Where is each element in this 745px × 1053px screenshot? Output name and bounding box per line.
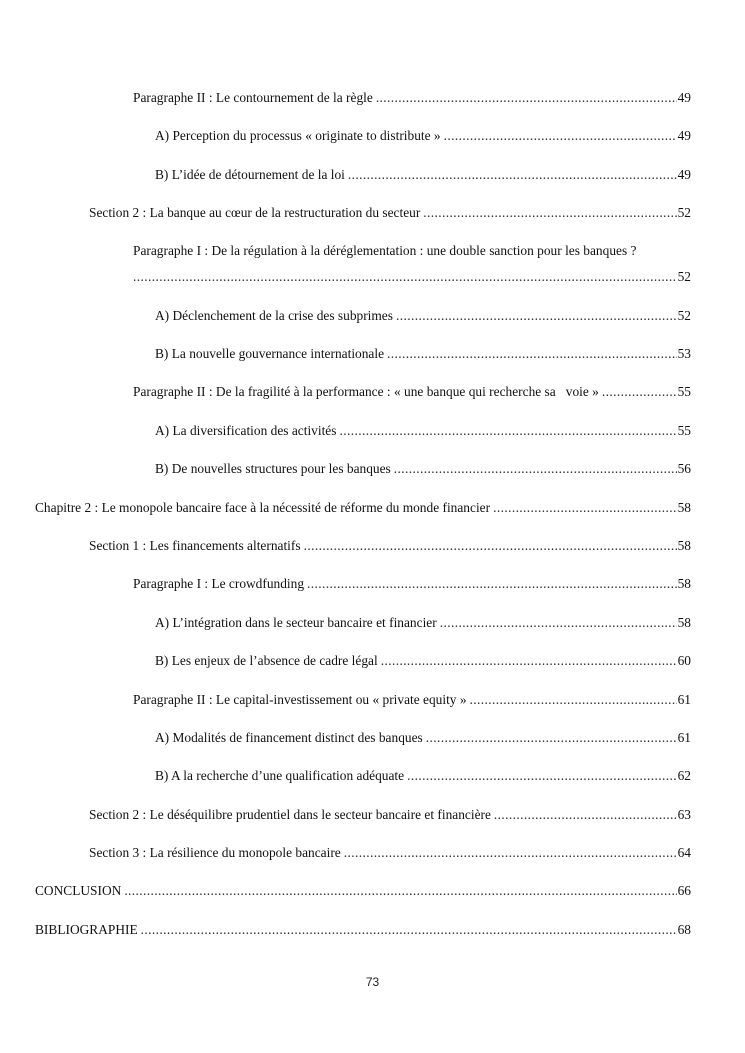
toc-entry[interactable] bbox=[155, 461, 691, 477]
toc-entry-wrapped-leader[interactable] bbox=[133, 269, 691, 285]
toc-entry[interactable] bbox=[35, 883, 691, 899]
dot-leader bbox=[124, 883, 676, 899]
toc-entry-text: A) L’intégration dans le secteur bancaire et financier bbox=[155, 615, 437, 630]
dot-leader bbox=[307, 576, 677, 592]
toc-entry-page: 66 bbox=[677, 883, 691, 898]
toc-entry-text: B) De nouvelles structures pour les banques bbox=[155, 461, 391, 476]
toc-entry-text: Chapitre 2 : Le monopole bancaire face à la nécessité de réforme du monde financier bbox=[35, 500, 491, 515]
toc-entry-page: 55 bbox=[677, 423, 691, 438]
toc-entry-wrapped-text[interactable] bbox=[133, 243, 691, 259]
toc-entry-page: 53 bbox=[677, 346, 691, 361]
dot-leader bbox=[304, 538, 677, 554]
dot-leader bbox=[381, 653, 677, 669]
toc-entry-page: 49 bbox=[677, 90, 691, 105]
page-number: 73 bbox=[365, 975, 380, 989]
dot-leader bbox=[444, 128, 677, 144]
toc-entry-text: Section 2 : La banque au cœur de la restructuration du secteur bbox=[89, 205, 421, 220]
toc-entry-page: 58 bbox=[677, 615, 691, 630]
dot-leader bbox=[339, 423, 676, 439]
toc-entry-page: 64 bbox=[677, 845, 691, 860]
toc-entry-page: 49 bbox=[677, 128, 691, 143]
toc-entry[interactable] bbox=[155, 730, 691, 746]
toc-entry-text: Paragraphe I : Le crowdfunding bbox=[133, 576, 305, 591]
dot-leader bbox=[407, 768, 677, 784]
toc-entry-page: 55 bbox=[677, 384, 691, 399]
toc-entry-text: B) A la recherche d’une qualification adéquate bbox=[155, 768, 405, 783]
toc-entry-text: Paragraphe I : De la régulation à la déréglementation : une double sanction pour les banques ? bbox=[133, 243, 637, 258]
toc-entry[interactable] bbox=[155, 346, 691, 362]
toc-entry[interactable] bbox=[155, 615, 691, 631]
toc-entry-page: 58 bbox=[677, 500, 691, 515]
toc-entry-page: 52 bbox=[677, 269, 691, 284]
dot-leader bbox=[141, 922, 677, 938]
toc-entry[interactable] bbox=[133, 90, 691, 106]
toc-entry[interactable] bbox=[155, 423, 691, 439]
toc-entry-text: BIBLIOGRAPHIE bbox=[35, 922, 138, 937]
toc-entry-page: 58 bbox=[677, 576, 691, 591]
toc-entry-page: 61 bbox=[677, 730, 691, 745]
toc-entry-page: 58 bbox=[677, 538, 691, 553]
dot-leader bbox=[494, 807, 677, 823]
toc-entry[interactable] bbox=[35, 500, 691, 516]
dot-leader bbox=[376, 90, 677, 106]
dot-leader bbox=[426, 730, 677, 746]
dot-leader bbox=[133, 269, 677, 285]
dot-leader bbox=[396, 308, 677, 324]
toc-entry-text: A) Perception du processus « originate to distribute » bbox=[155, 128, 441, 143]
toc-entry-text: Section 2 : Le déséquilibre prudentiel dans le secteur bancaire et financière bbox=[89, 807, 491, 822]
toc-entry-page: 52 bbox=[677, 308, 691, 323]
toc-entry-text: CONCLUSION bbox=[35, 883, 122, 898]
toc-entry-page: 52 bbox=[677, 205, 691, 220]
toc-entry-text: A) Modalités de financement distinct des banques bbox=[155, 730, 423, 745]
dot-leader bbox=[344, 845, 677, 861]
toc-entry-text: A) Déclenchement de la crise des subprimes bbox=[155, 308, 393, 323]
toc-entry-page: 68 bbox=[677, 922, 691, 937]
toc-entry[interactable] bbox=[89, 807, 691, 823]
dot-leader bbox=[440, 615, 677, 631]
toc-entry-text: Section 3 : La résilience du monopole bancaire bbox=[89, 845, 341, 860]
toc-entry[interactable] bbox=[155, 308, 691, 324]
toc-entry-page: 60 bbox=[677, 653, 691, 668]
toc-entry-text: Paragraphe II : Le capital-investissement ou « private equity » bbox=[133, 692, 467, 707]
toc-entry-page: 61 bbox=[677, 692, 691, 707]
toc-entry-text: Paragraphe II : Le contournement de la règle bbox=[133, 90, 373, 105]
dot-leader bbox=[470, 692, 677, 708]
toc-entry-text: B) L’idée de détournement de la loi bbox=[155, 167, 345, 182]
toc-entry[interactable] bbox=[35, 922, 691, 938]
dot-leader bbox=[348, 167, 677, 183]
toc-entry[interactable] bbox=[155, 128, 691, 144]
toc-entry[interactable] bbox=[133, 576, 691, 592]
dot-leader bbox=[602, 384, 677, 400]
toc-entry[interactable] bbox=[89, 845, 691, 861]
dot-leader bbox=[394, 461, 677, 477]
toc-entry-page: 62 bbox=[677, 768, 691, 783]
toc-entry[interactable] bbox=[155, 167, 691, 183]
toc-entry-text: A) La diversification des activités bbox=[155, 423, 337, 438]
toc-entry[interactable] bbox=[155, 653, 691, 669]
toc-entry[interactable] bbox=[89, 205, 691, 221]
toc-entry-page: 49 bbox=[677, 167, 691, 182]
toc-entry-text: Paragraphe II : De la fragilité à la performance : « une banque qui recherche sa voie » bbox=[133, 384, 599, 399]
toc-entry-text: Section 1 : Les financements alternatifs bbox=[89, 538, 301, 553]
toc-entry[interactable] bbox=[133, 384, 691, 400]
dot-leader bbox=[387, 346, 677, 362]
toc-entry[interactable] bbox=[155, 768, 691, 784]
toc-entry-text: B) Les enjeux de l’absence de cadre légal bbox=[155, 653, 378, 668]
dot-leader bbox=[493, 500, 677, 516]
toc-entry-page: 56 bbox=[677, 461, 691, 476]
toc-entry[interactable] bbox=[133, 692, 691, 708]
toc-entry[interactable] bbox=[89, 538, 691, 554]
dot-leader bbox=[423, 205, 676, 221]
toc-entry-text: B) La nouvelle gouvernance internationale bbox=[155, 346, 385, 361]
toc-entry-page: 63 bbox=[677, 807, 691, 822]
